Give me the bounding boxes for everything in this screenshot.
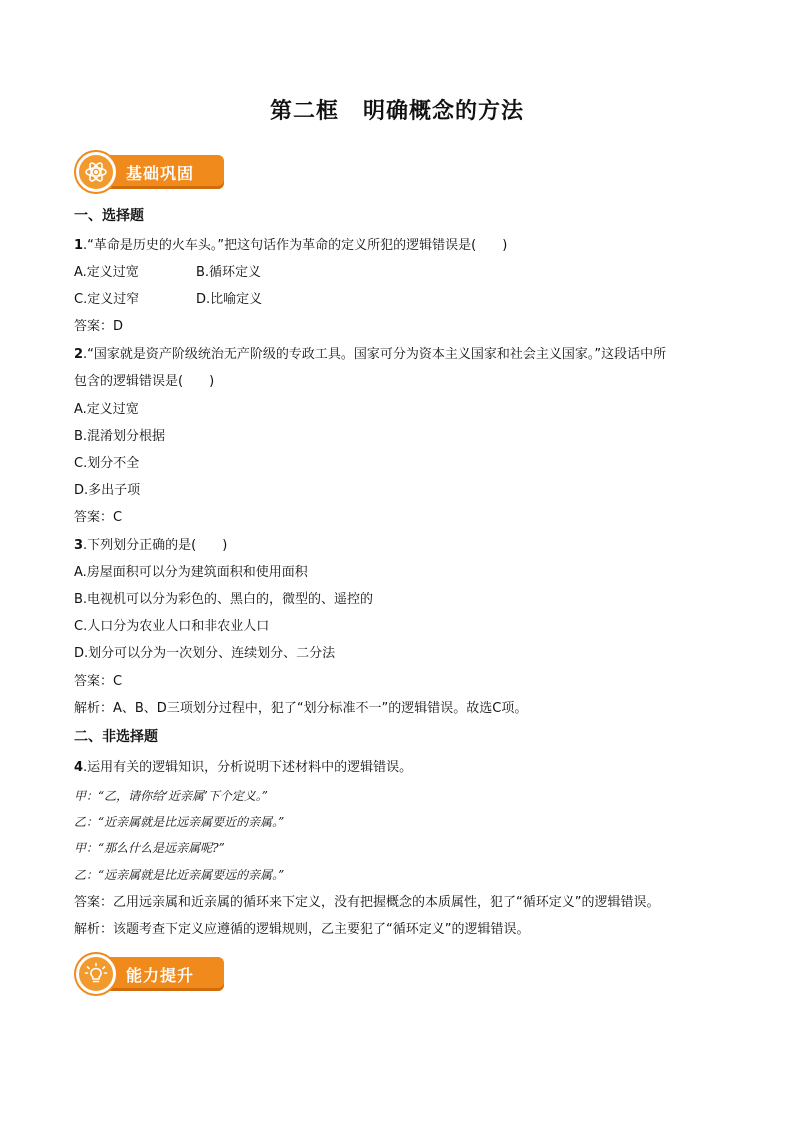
- answer: 答案：D: [74, 319, 124, 334]
- section-heading-choice: 一、选择题: [74, 208, 144, 224]
- question-text: .“国家就是资产阶级统治无产阶级的专政工具。国家可分为资本主义国家和社会主义国家。”这段话中所: [83, 347, 667, 362]
- option-c: C.定义过窄: [74, 292, 140, 307]
- answer: 答案：C: [74, 510, 123, 525]
- question-number: 3: [74, 538, 84, 553]
- section-heading-nonchoice: 二、非选择题: [74, 729, 158, 745]
- option-d: D.多出子项: [74, 483, 141, 498]
- answer: 答案：乙用远亲属和近亲属的循环来下定义，没有把握概念的本质属性，犯了“循环定义”的逻辑错误。: [74, 895, 660, 910]
- page-title: [0, 94, 794, 125]
- dialog-line: 甲：“那么什么是远亲属呢?”: [74, 841, 225, 855]
- title-part2: 明确概念的方法: [363, 98, 525, 124]
- question-3: [74, 536, 227, 556]
- section-badge-advanced: [76, 954, 226, 994]
- section-badge-basic: [76, 152, 226, 192]
- question-2-cont: 包含的逻辑错误是( ): [74, 374, 215, 389]
- question-number: 4: [74, 760, 84, 775]
- question-1: [74, 236, 507, 256]
- dialog-line: 乙：“远亲属就是比近亲属要远的亲属。”: [74, 868, 285, 882]
- lightbulb-icon: [76, 954, 116, 994]
- question-number: 2: [74, 347, 84, 362]
- option-b: B.混淆划分根据: [74, 429, 166, 444]
- option-d: D.划分可以分为一次划分、连续划分、二分法: [74, 646, 336, 661]
- atom-icon: [76, 152, 116, 192]
- answer: 答案：C: [74, 674, 123, 689]
- option-d: D.比喻定义: [196, 292, 263, 307]
- dialog-line: 甲：“乙，请你给‘近亲属’下个定义。”: [74, 789, 268, 803]
- analysis: 解析：A、B、D三项划分过程中，犯了“划分标准不一”的逻辑错误。故选C项。: [74, 701, 528, 716]
- question-2: [74, 345, 666, 365]
- option-a: A.定义过宽: [74, 402, 139, 417]
- option-b: B.电视机可以分为彩色的、黑白的，微型的、遥控的: [74, 592, 374, 607]
- option-c: C.划分不全: [74, 456, 140, 471]
- question-text: .运用有关的逻辑知识，分析说明下述材料中的逻辑错误。: [83, 760, 413, 775]
- option-b: B.循环定义: [196, 265, 262, 280]
- question-text: .“革命是历史的火车头。”把这句话作为革命的定义所犯的逻辑错误是( ): [83, 238, 508, 253]
- question-4: [74, 758, 412, 778]
- option-c: C.人口分为农业人口和非农业人口: [74, 619, 270, 634]
- analysis: 解析：该题考查下定义应遵循的逻辑规则，乙主要犯了“循环定义”的逻辑错误。: [74, 922, 530, 937]
- badge-advanced-label: 能力提升: [126, 966, 195, 985]
- question-text: .下列划分正确的是( ): [83, 538, 228, 553]
- question-number: 1: [74, 238, 84, 253]
- option-a: A.定义过宽: [74, 265, 139, 280]
- title-part1: 第二框: [269, 98, 339, 124]
- dialog-line: 乙：“近亲属就是比远亲属要近的亲属。”: [74, 815, 285, 829]
- option-a: A.房屋面积可以分为建筑面积和使用面积: [74, 565, 308, 580]
- badge-basic-label: 基础巩固: [126, 164, 195, 183]
